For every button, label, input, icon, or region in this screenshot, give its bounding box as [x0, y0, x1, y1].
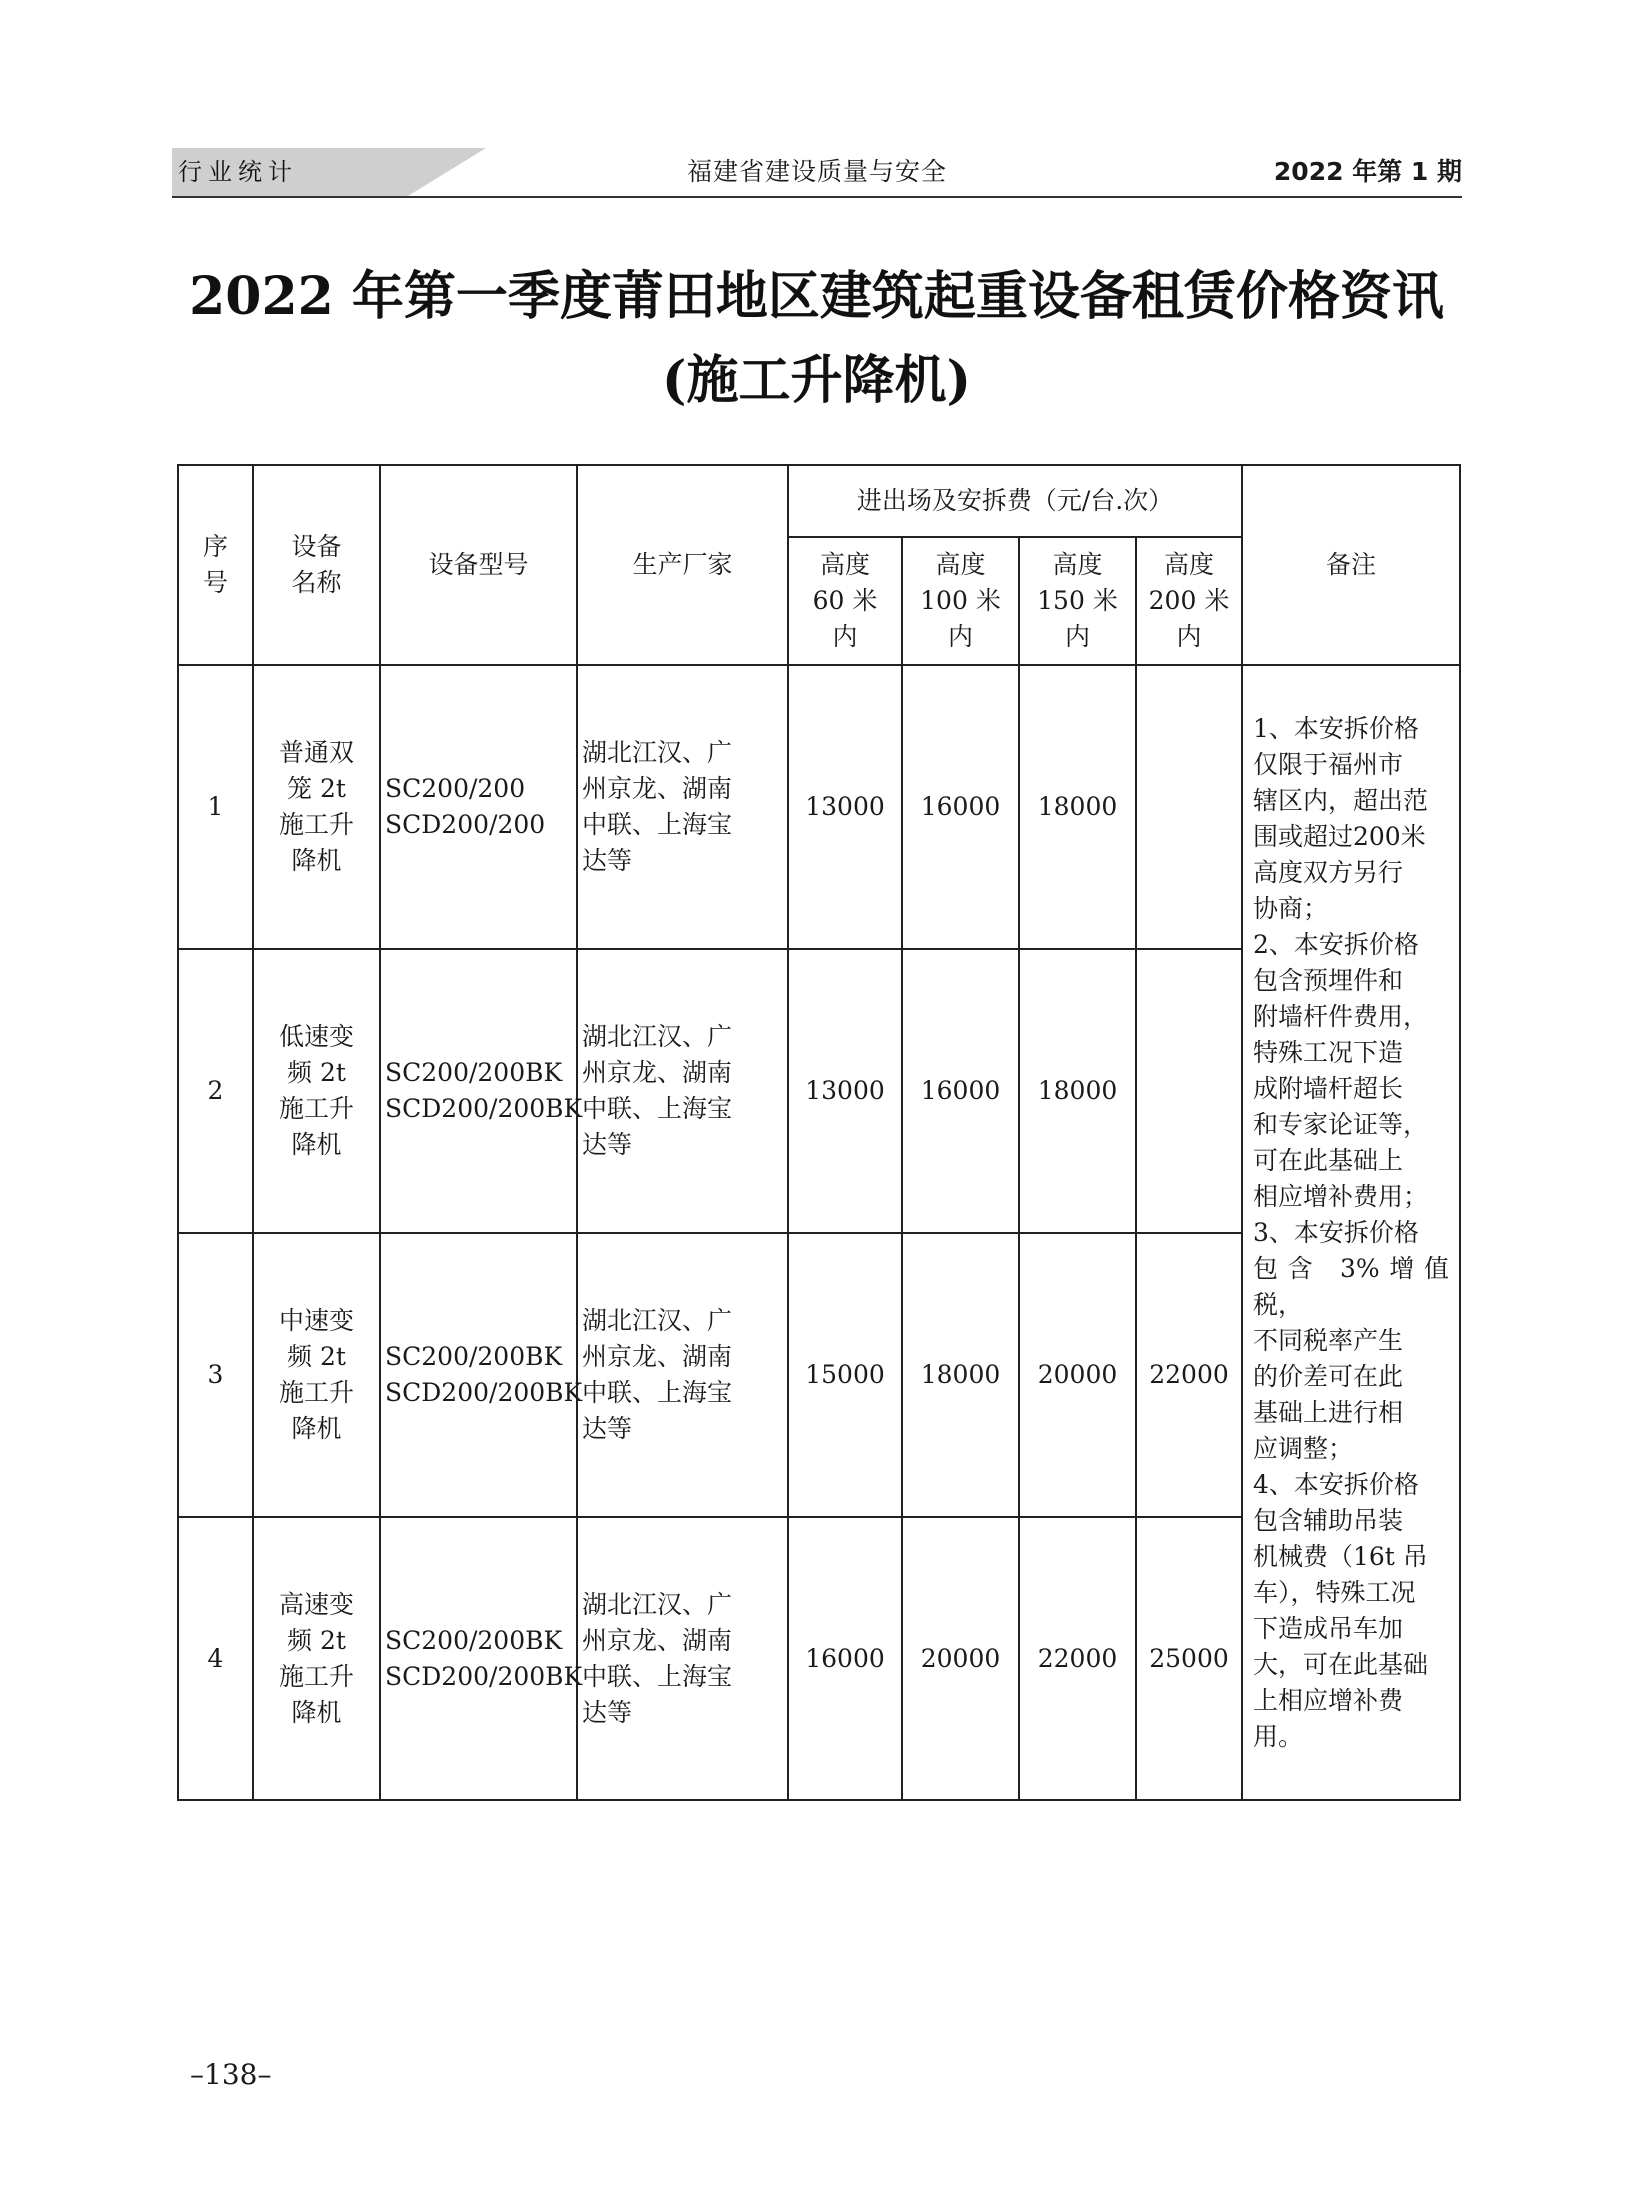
- cell-h150: 20000: [1019, 1233, 1136, 1517]
- cell-h150: 18000: [1019, 949, 1136, 1233]
- cell-h150: 22000: [1019, 1517, 1136, 1800]
- cell-h60: 15000: [788, 1233, 902, 1517]
- col-header-fee-group: 进出场及安拆费（元/台.次）: [788, 465, 1242, 537]
- cell-h100: 16000: [902, 665, 1019, 949]
- col-header-note: 备注: [1242, 465, 1460, 665]
- cell-h100: 16000: [902, 949, 1019, 1233]
- cell-maker: 湖北江汉、广 州京龙、湖南 中联、上海宝 达等: [577, 1233, 788, 1517]
- col-header-h150: 高度 150 米 内: [1019, 537, 1136, 665]
- col-header-h200: 高度 200 米 内: [1136, 537, 1242, 665]
- cell-model: SC200/200BK SCD200/200BK: [380, 949, 577, 1233]
- cell-index: 4: [178, 1517, 253, 1800]
- page-number: –138–: [190, 2058, 272, 2091]
- issue-label: 2022 年第 1 期: [1273, 157, 1462, 186]
- cell-h200: 22000: [1136, 1233, 1242, 1517]
- cell-h100: 20000: [902, 1517, 1019, 1800]
- col-header-h100: 高度 100 米 内: [902, 537, 1019, 665]
- cell-name: 中速变 频 2t 施工升 降机: [253, 1233, 380, 1517]
- cell-maker: 湖北江汉、广 州京龙、湖南 中联、上海宝 达等: [577, 1517, 788, 1800]
- cell-model: SC200/200BK SCD200/200BK: [380, 1233, 577, 1517]
- cell-h200: [1136, 665, 1242, 949]
- cell-h150: 18000: [1019, 665, 1136, 949]
- cell-maker: 湖北江汉、广 州京龙、湖南 中联、上海宝 达等: [577, 949, 788, 1233]
- cell-index: 1: [178, 665, 253, 949]
- col-header-model: 设备型号: [380, 465, 577, 665]
- cell-index: 2: [178, 949, 253, 1233]
- cell-h200: [1136, 949, 1242, 1233]
- running-header: [172, 148, 1462, 196]
- cell-name: 高速变 频 2t 施工升 降机: [253, 1517, 380, 1800]
- cell-h200: 25000: [1136, 1517, 1242, 1800]
- journal-name: 福建省建设质量与安全: [686, 157, 947, 186]
- cell-name: 普通双 笼 2t 施工升 降机: [253, 665, 380, 949]
- header-row-1: [178, 465, 1460, 537]
- col-header-name: 设备 名称: [253, 465, 380, 665]
- cell-h60: 13000: [788, 665, 902, 949]
- table-row: [178, 665, 1460, 949]
- cell-model: SC200/200 SCD200/200: [380, 665, 577, 949]
- rental-price-table: [177, 464, 1461, 1801]
- cell-note: 1、本安拆价格 仅限于福州市 辖区内，超出范 围或超过200米 高度双方另行 协商； 2、本安拆价格 包含预埋件和 附墙杆件费用， 特殊工况下造 成附墙杆超长 和专家论证等， 可在此基础上 相应增补费用； 3、本安拆价格 包含 3%增值税， 不同税率产生 的价差可在此 基础上进行相 应调整； 4、本安拆价格 包含辅助吊装 机械费（16t 吊 车），特殊工况 下造成吊车加 大，可在此基础 上相应增补费 用。: [1242, 665, 1460, 1800]
- cell-index: 3: [178, 1233, 253, 1517]
- cell-maker: 湖北江汉、广 州京龙、湖南 中联、上海宝 达等: [577, 665, 788, 949]
- cell-h60: 13000: [788, 949, 902, 1233]
- header-rule: [172, 196, 1462, 198]
- col-header-h60: 高度 60 米 内: [788, 537, 902, 665]
- col-header-maker: 生产厂家: [577, 465, 788, 665]
- article-subtitle: (施工升降机): [661, 350, 972, 411]
- cell-h100: 18000: [902, 1233, 1019, 1517]
- col-header-index: 序 号: [178, 465, 253, 665]
- article-title: 2022 年第一季度莆田地区建筑起重设备租赁价格资讯: [189, 266, 1444, 327]
- cell-name: 低速变 频 2t 施工升 降机: [253, 949, 380, 1233]
- section-label: 行业统计: [172, 148, 408, 196]
- cell-h60: 16000: [788, 1517, 902, 1800]
- cell-model: SC200/200BK SCD200/200BK: [380, 1517, 577, 1800]
